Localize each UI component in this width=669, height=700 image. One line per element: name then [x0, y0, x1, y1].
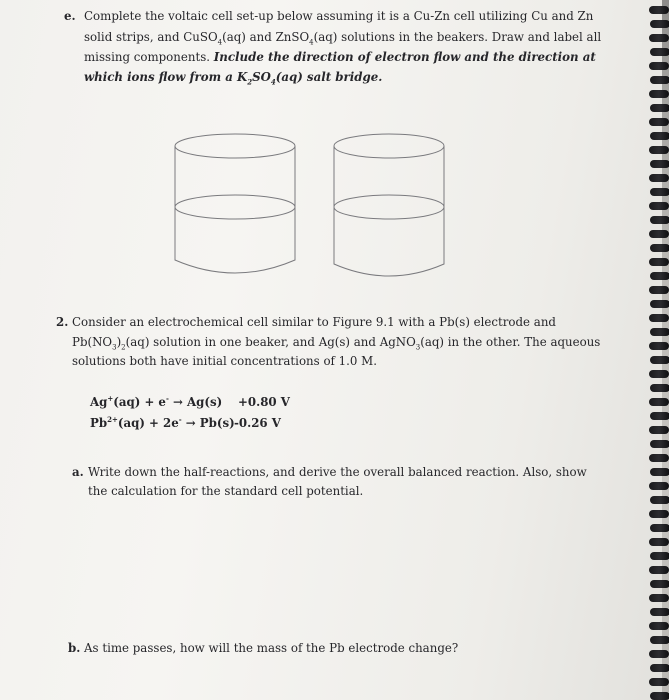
- binding-ring: [650, 160, 669, 168]
- binding-ring: [650, 440, 669, 448]
- question-e-line-1: Complete the voltaic cell set-up below assuming it is a Cu-Zn cell utilizing Cu and Zn: [84, 9, 594, 23]
- left-beaker: [175, 134, 295, 273]
- binding-ring: [650, 636, 669, 644]
- binding-ring: [649, 62, 669, 70]
- binding-ring: [650, 608, 669, 616]
- question-2-line-3: solutions both have initial concentrations of 1.0 M.: [72, 354, 378, 368]
- question-2-line-1: Consider an electrochemical cell similar to Figure 9.1 with a Pb(s) electrode and: [72, 315, 556, 329]
- binding-ring: [650, 216, 669, 224]
- spiral-binding: [647, 0, 669, 700]
- binding-ring: [649, 510, 669, 518]
- binding-ring: [650, 552, 669, 560]
- part-b-label: b.: [68, 641, 81, 655]
- binding-ring: [649, 678, 669, 686]
- binding-ring: [649, 482, 669, 490]
- binding-ring: [649, 454, 669, 462]
- binding-ring: [649, 426, 669, 434]
- binding-ring: [650, 580, 669, 588]
- question-e-line-3: missing components. Include the direction of electron flow and the direction at: [84, 50, 596, 64]
- binding-ring: [650, 132, 669, 140]
- question-e-line-2: solid strips, and CuSO$_4$(aq) and ZnSO$_4$(aq) solutions in the beakers. Draw and label all: [84, 30, 602, 47]
- binding-ring: [650, 104, 669, 112]
- binding-ring: [649, 230, 669, 238]
- binding-ring: [649, 146, 669, 154]
- binding-ring: [649, 594, 669, 602]
- part-a-line-1: Write down the half-reactions, and derive the overall balanced reaction. Also, show: [88, 465, 587, 479]
- binding-ring: [650, 468, 669, 476]
- reaction-ag: Ag+(aq) + e- → Ag(s): [90, 394, 223, 409]
- binding-ring: [649, 90, 669, 98]
- binding-ring: [650, 692, 669, 700]
- question-e-label: e.: [64, 9, 76, 23]
- binding-ring: [650, 272, 669, 280]
- binding-ring: [649, 622, 669, 630]
- part-b-text: As time passes, how will the mass of the Pb electrode change?: [84, 641, 459, 655]
- binding-ring: [649, 202, 669, 210]
- binding-ring: [649, 538, 669, 546]
- binding-ring: [650, 188, 669, 196]
- binding-ring: [650, 76, 669, 84]
- part-a-label: a.: [72, 465, 84, 479]
- question-e-line-4: which ions flow from a $K_2SO_4(aq)$ salt bridge.: [84, 70, 383, 87]
- right-beaker: [334, 134, 444, 276]
- binding-ring: [649, 314, 669, 322]
- reaction-pb: $Pb^{2+}(aq) + 2e^- \to Pb(s)$: [90, 415, 235, 430]
- binding-ring: [650, 384, 669, 392]
- binding-ring: [650, 412, 669, 420]
- binding-ring: [649, 398, 669, 406]
- binding-ring: [649, 6, 669, 14]
- binding-ring: [649, 118, 669, 126]
- reaction-pb-potential: -0.26 V: [234, 416, 281, 430]
- binding-ring: [649, 566, 669, 574]
- binding-ring: [649, 342, 669, 350]
- binding-ring: [649, 174, 669, 182]
- binding-ring: [650, 244, 669, 252]
- binding-ring: [650, 20, 669, 28]
- binding-ring: [649, 258, 669, 266]
- binding-ring: [649, 370, 669, 378]
- binding-ring: [650, 524, 669, 532]
- part-a-line-2: the calculation for the standard cell potential.: [88, 484, 364, 498]
- binding-ring: [650, 48, 669, 56]
- binding-ring: [649, 650, 669, 658]
- binding-ring: [650, 496, 669, 504]
- binding-ring: [649, 286, 669, 294]
- binding-ring: [650, 664, 669, 672]
- binding-ring: [650, 356, 669, 364]
- question-2-line-2: $Pb(NO_3)_2(aq)$ solution in one beaker, and Ag(s) and AgNO$_3$(aq) in the other. The aqueous: [72, 335, 601, 352]
- reaction-ag-potential: +0.80 V: [238, 395, 290, 409]
- question-2-label: 2.: [56, 315, 69, 329]
- binding-ring: [650, 328, 669, 336]
- binding-ring: [649, 34, 669, 42]
- binding-ring: [650, 300, 669, 308]
